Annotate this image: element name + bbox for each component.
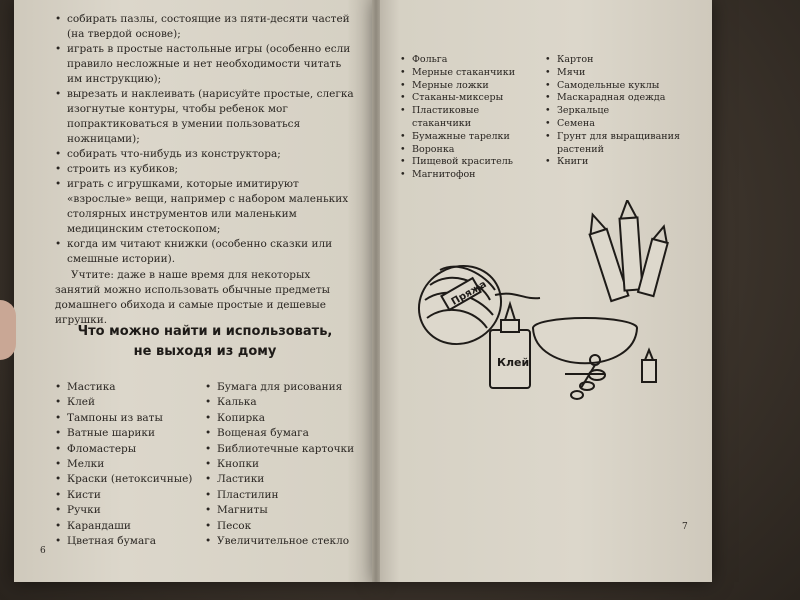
list-item: • Кисти xyxy=(55,488,200,503)
note-paragraph: Учтите: даже в наше время для некоторых занятий можно использовать обычные предметы домашнего обихода и самые простые и дешевые игрушки. xyxy=(55,269,331,326)
crayons-icon xyxy=(585,200,671,301)
list-item: • Фломастеры xyxy=(55,442,200,457)
list-item: • Стаканы-миксеры xyxy=(400,92,540,105)
list-item: • Маскарадная одежда xyxy=(545,92,705,105)
heading-line-1: Что можно найти и использовать, xyxy=(77,324,333,339)
list-item: • Пластиковые стаканчики xyxy=(400,105,540,131)
list-item: • Калька xyxy=(205,395,360,410)
list-item: • играть с игрушками, которые имитируют «взрослые» вещи, например с набором маленьких столярных инструментов или маленьким медицинским стетоскопом; xyxy=(55,177,355,237)
list-item: • Магниты xyxy=(205,503,360,518)
list-item: • собирать что-нибудь из конструктора; xyxy=(55,147,355,162)
supplies-list-right-2 xyxy=(545,54,705,169)
book-spine xyxy=(372,0,380,582)
small-bottle-icon xyxy=(642,350,656,382)
list-item: • собирать пазлы, состоящие из пяти-десяти частей (на твердой основе); xyxy=(55,12,355,42)
yarn-label: Пряжа xyxy=(449,278,489,308)
list-item: • Мячи xyxy=(545,67,705,80)
supplies-illustration xyxy=(405,200,685,410)
list-item: • Песок xyxy=(205,519,360,534)
glue-label: Клей xyxy=(497,356,530,369)
list-item: • Грунт для выращивания растений xyxy=(545,131,705,157)
list-item: • вырезать и наклеивать (нарисуйте простые, слегка изогнутые контуры, чтобы ребенок мог попрактиковаться в умении пользоваться ножницами); xyxy=(55,87,355,147)
list-item: • Кнопки xyxy=(205,457,360,472)
list-item: • Краски (нетоксичные) xyxy=(55,472,200,487)
list-item: • Бумага для рисования xyxy=(205,380,360,395)
list-item: • Книги xyxy=(545,156,705,169)
list-item: • Клей xyxy=(55,395,200,410)
list-item: • Пищевой краситель xyxy=(400,156,540,169)
list-item: • Копирка xyxy=(205,411,360,426)
list-item: • Ручки xyxy=(55,503,200,518)
page-number-left: 6 xyxy=(40,546,46,556)
list-item: • Карандаши xyxy=(55,519,200,534)
list-item: • Ластики xyxy=(205,472,360,487)
intro-list xyxy=(55,12,355,267)
list-item: • Самодельные куклы xyxy=(545,80,705,93)
page-number-right: 7 xyxy=(682,522,688,532)
list-item: • Магнитофон xyxy=(400,169,540,182)
list-item: • Мастика xyxy=(55,380,200,395)
list-item: • Семена xyxy=(545,118,705,131)
list-item: • Увеличительное стекло xyxy=(205,534,360,549)
supplies-list-left-1 xyxy=(55,380,200,549)
supplies-list-left-2 xyxy=(205,380,360,549)
list-item: • когда им читают книжки (особенно сказки или смешные истории). xyxy=(55,237,355,267)
list-item: • Картон xyxy=(545,54,705,67)
list-item: • Цветная бумага xyxy=(55,534,200,549)
list-item: • играть в простые настольные игры (особенно если правило несложные и нет необходимости читать им инструкцию); xyxy=(55,42,355,87)
heading-line-2: не выходя из дому xyxy=(133,344,277,359)
list-item: • Мерные ложки xyxy=(400,80,540,93)
list-item: • Мерные стаканчики xyxy=(400,67,540,80)
list-item: • Воронка xyxy=(400,144,540,157)
list-item: • Мелки xyxy=(55,457,200,472)
list-item: • Библиотечные карточки xyxy=(205,442,360,457)
list-item: • Ватные шарики xyxy=(55,426,200,441)
list-item: • Бумажные тарелки xyxy=(400,131,540,144)
supplies-list-right-1 xyxy=(400,54,540,182)
list-item: • Пластилин xyxy=(205,488,360,503)
list-item: • Вощеная бумага xyxy=(205,426,360,441)
list-item: • Зеркальце xyxy=(545,105,705,118)
list-item: • строить из кубиков; xyxy=(55,162,355,177)
thumb xyxy=(0,300,16,360)
list-item: • Тампоны из ваты xyxy=(55,411,200,426)
mixing-bowl-icon xyxy=(533,318,637,374)
list-item: • Фольга xyxy=(400,54,540,67)
section-heading xyxy=(52,322,358,362)
